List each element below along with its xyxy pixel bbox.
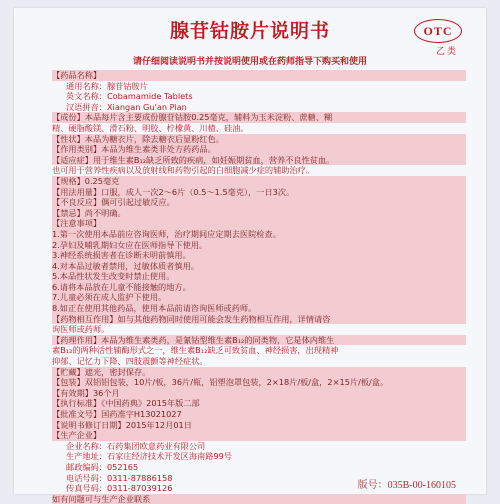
manufacturer-heading: 【生产企业】 <box>52 430 466 441</box>
pharmacology-line-3: 抑郁、记忆力下降、四肢震颤等神经症状。 <box>52 356 208 367</box>
validity: 【有效期】36个月 <box>52 388 466 399</box>
precaution-item: 6.请将本品放在儿童不能接触的地方。 <box>52 282 466 293</box>
approval-number: 【批准文号】国药准字H13021027 <box>52 409 466 420</box>
leaflet-body <box>52 70 466 504</box>
interaction-line-2: 询医师或药师。 <box>52 324 110 335</box>
precaution-item: 5.本品性状发生改变时禁止使用。 <box>52 271 466 282</box>
document-title: 腺苷钴胺片说明书 <box>169 20 330 42</box>
manufacturer-postcode: 邮政编码：052165 <box>66 461 139 472</box>
precaution-item: 1.第一次使用本品前应咨询医师，治疗期间应定期去医院检查。 <box>52 229 466 240</box>
package: 【包装】双铝铝包装，10片/板，36片/瓶，铝塑泡罩包装，2×18片/板/盒，2×15片/板/盒。 <box>52 377 466 388</box>
manufacturer-address: 生产地址：石家庄经济技术开发区海南路99号 <box>66 451 232 462</box>
composition-line-1: 【成份】本品每片含主要成份腺苷钴胺0.25毫克，辅料为玉米淀粉、蔗糖、糊 <box>52 112 466 123</box>
usage-notice: 请仔细阅读说明书并按说明使用或在药师指导下购买和使用 <box>132 57 367 67</box>
pharmacology-line-2: 素B₁₂的两种活性辅酶形式之一，维生素B₁₂缺乏可致贫血、神经损害，出现精神 <box>52 345 339 356</box>
generic-name: 通用名称：腺苷钴胺片 <box>66 80 148 91</box>
precaution-item: 8.如正在使用其他药品，使用本品前请咨询医师或药师。 <box>52 303 466 314</box>
precaution-item: 4.对本品过敏者禁用，过敏体质者慎用。 <box>52 261 466 272</box>
composition-line-2: 精、硬脂酸镁、滑石粉、明胶、柠檬黄、川楂、硅油。 <box>52 122 249 133</box>
drug-category: 【作用类别】本品为维生素类非处方药药品。 <box>52 144 466 155</box>
adverse-reactions: 【不良反应】偶可引起过敏反应。 <box>52 197 466 208</box>
properties: 【性状】本品为糖衣片，除去糖衣后显粉红色。 <box>52 134 466 145</box>
contraindications: 【禁忌】尚不明确。 <box>52 208 466 219</box>
specification: 【规格】0.25毫克 <box>52 176 466 187</box>
pharmacology-line-1: 【药理作用】本品为维生素类药，是氰钴型维生素B₁₂的同类物，它是体内维生 <box>52 335 466 346</box>
precaution-item: 2.孕妇及哺乳期妇女应在医师指导下使用。 <box>52 240 466 251</box>
manufacturer-phone: 电话号码：0311-87886158 <box>66 472 173 483</box>
otc-badge: OTC <box>414 19 462 43</box>
section-name-heading: 【药品名称】 <box>52 70 466 81</box>
storage: 【贮藏】遮光，密封保存。 <box>52 367 466 378</box>
precautions-heading: 【注意事项】 <box>52 218 466 229</box>
revision-date: 【说明书修订日期】2015年12月01日 <box>52 420 466 431</box>
manufacturer-fax: 传真号码：0311-87039126 <box>66 483 173 494</box>
manufacturer-name: 企业名称：石药集团欧意药业有限公司 <box>66 440 206 451</box>
interaction-line-1: 【药物相互作用】如与其他药物同时使用可能会发生药物相互作用，详情请咨 <box>52 314 466 325</box>
precaution-item: 3.神经系统损害者在诊断未明前慎用。 <box>52 250 466 261</box>
document-version-number: 版号：035B-00-160105 <box>357 480 456 491</box>
english-name: 英文名称：Cobamamide Tablets <box>66 91 193 102</box>
dosage: 【用法用量】口服，成人一次2～6片（0.5～1.5毫克），一日3次。 <box>52 187 466 198</box>
contact-note: 如有问题可与生产企业联系 <box>52 494 466 504</box>
indication-line-2: 也可用于营养性疾病以及放射线和药物引起的白细胞减少症的辅助治疗。 <box>52 165 315 176</box>
pinyin-name: 汉语拼音：Xiangan Gu'an Pian <box>66 101 187 112</box>
otc-class-label: 乙类 <box>435 47 458 57</box>
leaflet-sheet <box>14 8 486 504</box>
precaution-item: 7.儿童必须在成人监护下使用。 <box>52 292 466 303</box>
standard: 【执行标准】《中国药典》2015年版二部 <box>52 398 466 409</box>
indication-line-1: 【适应症】用于维生素B₁₂缺乏所致的疾病，如妊娠期贫血，营养不良性贫血。 <box>52 155 466 166</box>
